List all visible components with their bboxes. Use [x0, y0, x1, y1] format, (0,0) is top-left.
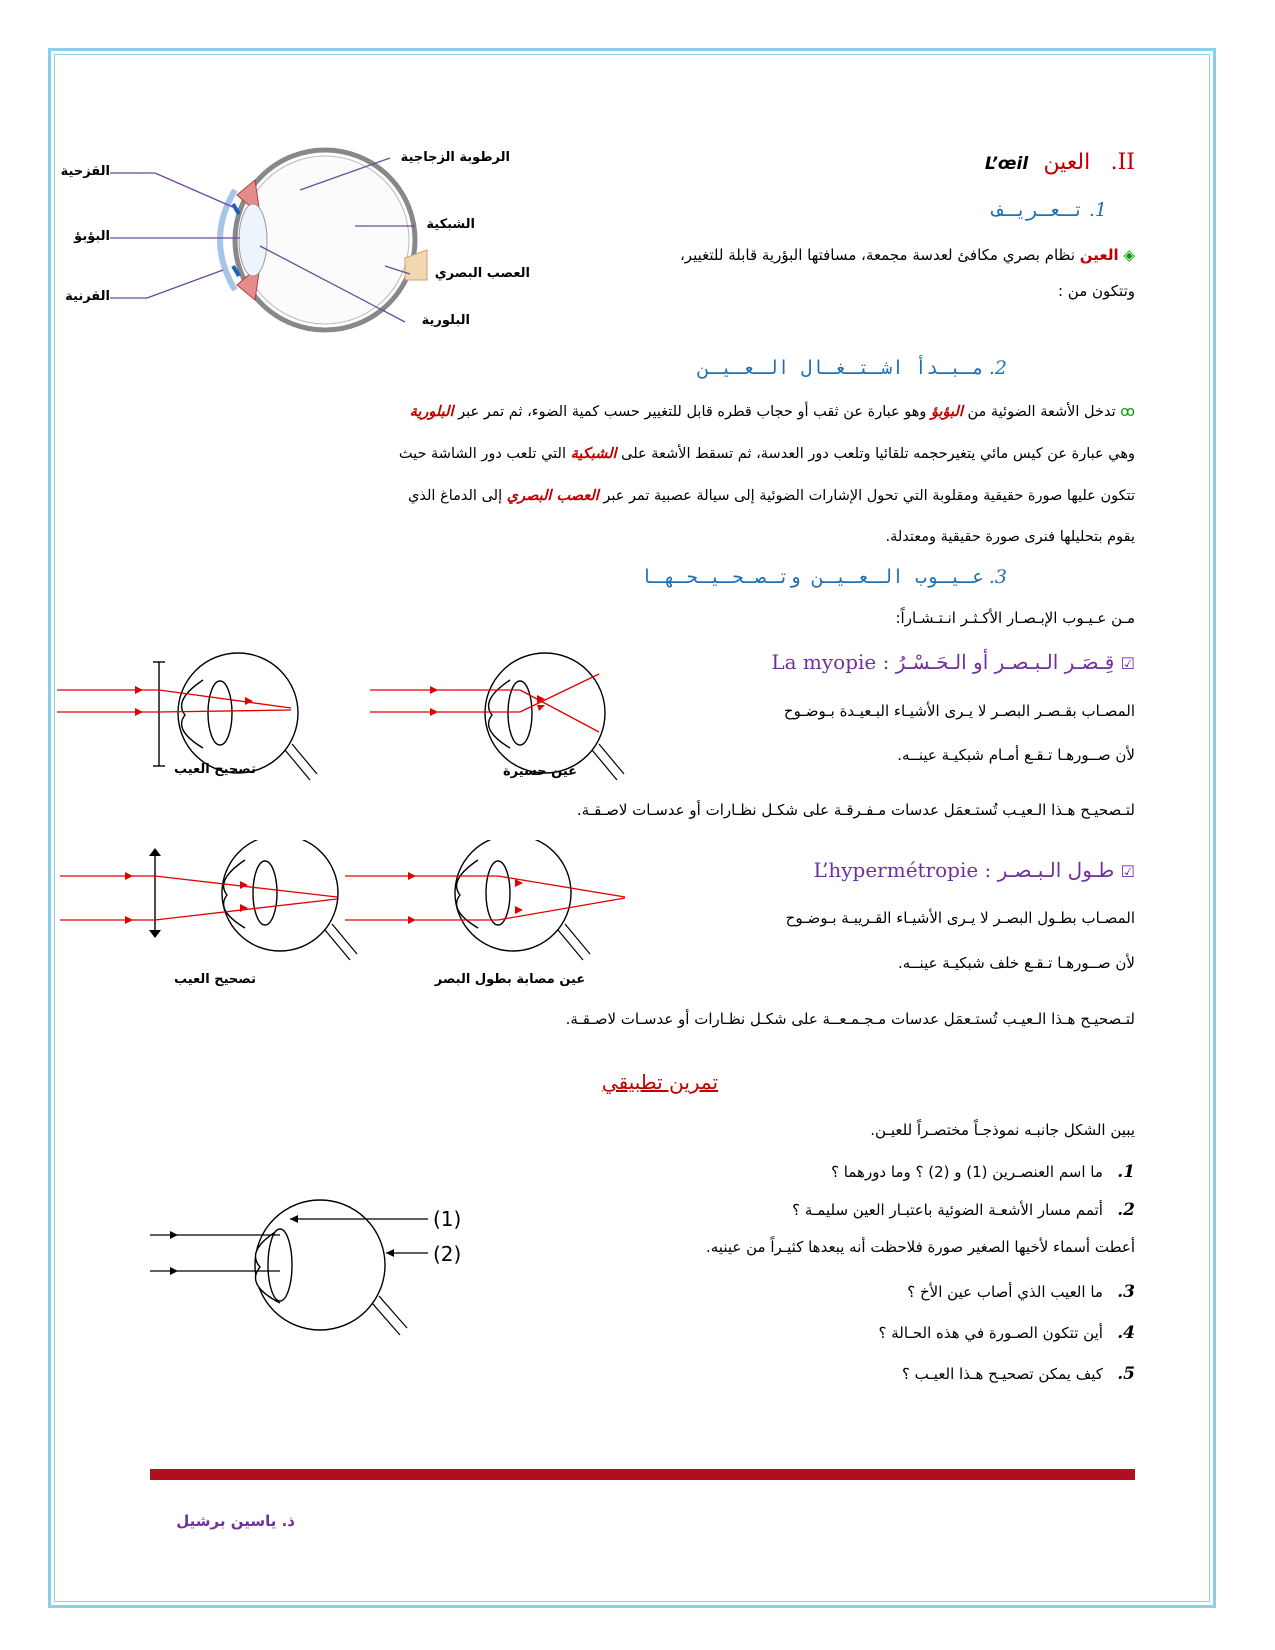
- hyperopia-line2: لأن صــورهـا تـقـع خلف شبكيـة عينــه.: [897, 954, 1135, 972]
- q5-text: كيف يمكن تصحيـح هـذا العيـب ؟: [901, 1365, 1103, 1383]
- definition-line2: وتتكون من :: [1057, 282, 1135, 300]
- section-title-fr: L’œil: [984, 154, 1029, 174]
- q4-number: 4.: [1117, 1323, 1135, 1343]
- principle-line2: [135, 444, 1135, 464]
- principle-line1-a: تدخل الأشعة الضوئية من: [962, 404, 1116, 420]
- hyperopia-defect-eye: [345, 840, 625, 960]
- exercise-q2: [575, 1200, 1135, 1220]
- exercise-q5: [575, 1364, 1135, 1384]
- q1-number: 1.: [1117, 1162, 1135, 1182]
- principle-line3-a: تتكون عليها صورة حقيقية ومقلوبة التي تحول الإشارات الضوئية إلى سيالة عصبية تمر عبر: [598, 488, 1135, 504]
- definition-term: العين: [1079, 246, 1119, 264]
- defects-intro: مـن عـيـوب الإبـصـار الأكـثـر انـتـشـاراً:: [895, 609, 1135, 627]
- exercise-eye-diagram: [150, 1195, 490, 1345]
- hyperopia-title-text: طـول الـبـصـر : L’hypermétropie: [813, 858, 1115, 882]
- defects-heading-text: عـيـوب الـعـيـن وتـصـحـيـحـهـا: [640, 566, 984, 588]
- q2-text: أتمم مسار الأشعـة الضوئية باعتبـار العين سليمـة ؟: [792, 1201, 1103, 1219]
- defects-heading-number: 3.: [988, 566, 1007, 588]
- hyperopia-title: [575, 858, 1135, 882]
- label-lens: البلورية: [421, 313, 470, 328]
- myopia-fix-label: تصحيح العيب: [173, 762, 256, 777]
- footer-author: ذ. ياسين برشيل: [176, 1512, 295, 1530]
- label-retina: الشبكية: [426, 217, 475, 232]
- myopia-line2: لأن صــورهـا تـقـع أمـام شبكيـة عينــه.: [897, 746, 1135, 764]
- myopia-defect-eye: [370, 653, 624, 780]
- checkbox-icon: ☑: [1120, 654, 1135, 673]
- q3-text: ما العيب الذي أصاب عين الأخ ؟: [907, 1283, 1103, 1301]
- label-pupil: البؤبؤ: [74, 229, 110, 244]
- exercise-q1: [575, 1162, 1135, 1182]
- exercise-q4: [575, 1323, 1135, 1343]
- hyperopia-correction: لتـصحيـح هـذا الـعيـب تُستـعمَل عدسات مـجـمـعــة على شكـل نظـارات أو عدسـات لاصـقـة.: [565, 1010, 1135, 1028]
- section-header: [735, 150, 1135, 175]
- footer-bar: [150, 1469, 1135, 1480]
- hyperopia-corrected-eye: [60, 840, 357, 960]
- term-optic-nerve: العصب البصري: [506, 488, 599, 504]
- definition-heading-number: 1.: [1088, 199, 1107, 221]
- q1-text: ما اسم العنصـرين (1) و (2) ؟ وما دورهما ؟: [831, 1163, 1103, 1181]
- myopia-title-text: قِـصَـر الـبـصـر أو الـحَـسْـرُ : La myopie: [771, 650, 1115, 674]
- figure-label-1: (1): [433, 1207, 462, 1231]
- label-cornea: القرنية: [65, 289, 110, 304]
- exercise-intro: يبين الشكل جانبـه نموذجـاً مختصـراً للعيـن.: [870, 1121, 1135, 1139]
- myopia-line1: المصـاب بقـصـر البصـر لا يـرى الأشيـاء البـعيـدة بـوضـوح: [783, 702, 1135, 720]
- q4-text: أين تتكون الصـورة في هذه الحـالة ؟: [878, 1324, 1103, 1342]
- lens-shape: [239, 204, 267, 276]
- myopia-correction: لتـصحيـح هـذا الـعيـب تُستـعمَل عدسات مـفـرقـة على شكـل نظـارات أو عدسـات لاصـقـة.: [576, 801, 1135, 819]
- figure-label-2: (2): [433, 1242, 462, 1266]
- term-pupil: البؤبؤ: [931, 404, 963, 420]
- exercise-title: تمرين تطبيقي: [601, 1070, 719, 1094]
- principle-line1-c: وهو عبارة عن ثقب أو حجاب قطره قابل للتغيير حسب كمية الضوء، ثم تمر عبر: [453, 404, 932, 420]
- exercise-middle: أعطت أسماء لأخيها الصغير صورة فلاحظت أنه يبعدها كثيـراً من عينيه.: [705, 1238, 1135, 1256]
- pointer-iris: [155, 173, 235, 208]
- myopia-defect-label: عين حسيرة: [502, 764, 578, 779]
- diamond-bullet-icon: ◈: [1123, 246, 1135, 264]
- defects-heading: [507, 566, 1007, 588]
- hyperopia-fix-label: تصحيح العيب: [173, 972, 256, 987]
- q3-number: 3.: [1117, 1282, 1135, 1302]
- infinity-bullet-icon: ꝏ: [1120, 404, 1135, 420]
- principle-line2-c: التي تلعب دور الشاشة حيث: [398, 446, 571, 462]
- section-title-ar: العين: [1043, 150, 1091, 175]
- hyperopia-line1: المصـاب بطـول البصـر لا يـرى الأشيـاء القـريبـة بـوضـوح: [785, 909, 1135, 927]
- principle-line3: [135, 486, 1135, 506]
- iris-blue-top: [233, 204, 239, 214]
- checkbox-icon: ☑: [1120, 862, 1135, 881]
- label-iris: القزحية: [60, 164, 110, 179]
- definition-heading-text: تـعـريـف: [992, 199, 1084, 221]
- section-number: II.: [1110, 150, 1135, 175]
- hyperopia-diagrams: [55, 840, 635, 980]
- principle-heading-number: 2.: [988, 357, 1007, 379]
- label-vitreous: الرطوبة الزجاجية: [400, 150, 510, 165]
- term-lens: البلورية: [409, 404, 454, 420]
- q2-number: 2.: [1117, 1200, 1135, 1220]
- term-retina: الشبكية: [570, 446, 617, 462]
- principle-line3-c: إلى الدماغ الذي: [408, 488, 507, 504]
- eye-anatomy-diagram: [55, 140, 575, 350]
- label-optic-nerve: العصب البصري: [434, 266, 530, 281]
- definition-text: نظام بصري مكافئ لعدسة مجمعة، مسافتها البؤرية قابلة للتغيير،: [679, 246, 1080, 264]
- myopia-corrected-eye: [57, 653, 317, 780]
- exercise-q3: [575, 1282, 1135, 1302]
- principle-line2-a: وهي عبارة عن كيس مائي يتغيرحجمه تلقائيا وتلعب دور العدسة، ثم تسقط الأشعة على: [616, 446, 1135, 462]
- principle-line1: [135, 402, 1135, 422]
- myopia-title: [635, 650, 1135, 674]
- definition-heading: [707, 199, 1107, 221]
- pointer-cornea: [147, 270, 223, 298]
- principle-heading-text: مـبـدأ اشـتـغـال الـعـيـن: [697, 357, 984, 379]
- q5-number: 5.: [1117, 1364, 1135, 1384]
- definition-line1: [575, 245, 1135, 265]
- principle-line4: يقوم بتحليلها فنرى صورة حقيقية ومعتدلة.: [885, 529, 1135, 545]
- principle-heading: [507, 357, 1007, 379]
- hyperopia-defect-label: عين مصابة بطول البصر: [434, 972, 586, 987]
